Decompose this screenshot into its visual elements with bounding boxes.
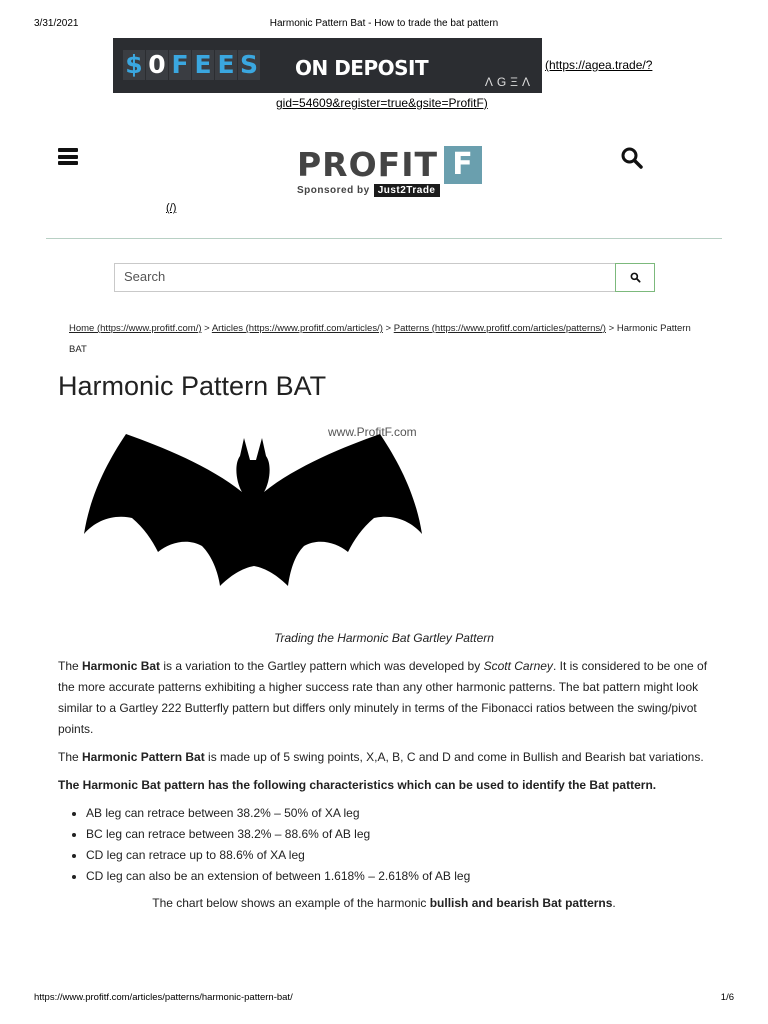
ad-fee-tile: $ (123, 50, 145, 80)
search-icon[interactable] (620, 146, 644, 170)
image-caption: Trading the Harmonic Bat Gartley Pattern (274, 631, 494, 645)
bat-silhouette (84, 434, 422, 586)
characteristics-list (86, 803, 710, 887)
ad-fee-tile: E (215, 50, 237, 80)
article-body (58, 656, 710, 921)
print-page-number: 1/6 (720, 992, 734, 1003)
sponsor-name: Just2Trade (374, 184, 440, 197)
logo-f-badge: F (444, 146, 482, 184)
logo-sponsor (297, 184, 482, 197)
ad-link[interactable]: (https://agea.trade/? (545, 58, 653, 72)
sponsored-by-label: Sponsored by (297, 185, 370, 196)
ad-link-continued[interactable]: gid=54609&register=true&gsite=ProfitF) (276, 96, 488, 110)
hamburger-menu-icon[interactable] (58, 148, 78, 165)
list-item: • BC leg can retrace between 38.2% – 88.6% of AB leg (86, 824, 710, 845)
paragraph-swing-points: The Harmonic Pattern Bat is made up of 5 swing points, X,A, B, C and D and come in Bullish and Bearish bat variations. (58, 750, 704, 764)
home-link[interactable]: (/) (166, 202, 177, 214)
print-title: Harmonic Pattern Bat - How to trade the bat pattern (269, 18, 499, 29)
ad-fee-tile: F (169, 50, 191, 80)
breadcrumb-articles[interactable]: Articles (https://www.profitf.com/articles/) (211, 323, 383, 334)
breadcrumb-home[interactable]: Home (https://www.profitf.com/) (69, 323, 202, 334)
ad-banner[interactable] (113, 38, 542, 93)
search-button[interactable] (615, 263, 655, 292)
page-title: Harmonic Pattern BAT (58, 371, 327, 401)
breadcrumb-separator: > (204, 323, 210, 334)
list-item: • AB leg can retrace between 38.2% – 50% of XA leg (86, 803, 710, 824)
breadcrumb-patterns[interactable]: Patterns (https://www.profitf.com/articles/patterns/) (393, 323, 606, 334)
breadcrumb-separator: > (385, 323, 392, 334)
paragraph-characteristics: The Harmonic Bat pattern has the following characteristics which can be used to identify the Bat pattern. (58, 778, 657, 792)
paragraph-intro: The Harmonic Bat is a variation to the Gartley pattern which was developed by Scott Carney. It is considered to be one of the more accurate patterns exhibiting a higher success rate than any other harmonic patterns. The bat pattern might look similar to a Gartley 222 Butterfly pattern but differs only minutely in terms of the Fibonacci ratios between the swing/pivot points. (58, 659, 708, 736)
paragraph-chart-intro: The chart below shows an example of the harmonic bullish and bearish Bat patterns. (152, 896, 616, 910)
breadcrumb-current: Harmonic Pattern BAT (69, 323, 691, 355)
ad-fees-tiles (123, 50, 260, 80)
ad-fee-tile: 0 (146, 50, 168, 80)
breadcrumb (69, 318, 709, 360)
bat-image (58, 416, 438, 626)
ad-brand-logo: ΛGΞΛ (484, 75, 534, 89)
list-item: • CD leg can retrace up to 88.6% of XA leg (86, 845, 710, 866)
site-logo[interactable] (297, 145, 482, 197)
search-icon (630, 272, 641, 283)
print-footer-url: https://www.profitf.com/articles/patterns/harmonic-pattern-bat/ (34, 992, 293, 1003)
print-date: 3/31/2021 (34, 18, 79, 29)
search-bar (114, 263, 655, 292)
breadcrumb-separator: > (608, 323, 615, 334)
ad-deposit-text: ON DEPOSIT (295, 56, 429, 80)
logo-word: PROFIT (297, 145, 438, 184)
header-divider (46, 238, 722, 239)
ad-fee-tile: S (239, 50, 258, 79)
image-watermark: www.ProfitF.com (328, 425, 417, 439)
list-item: • CD leg can also be an extension of between 1.618% – 2.618% of AB leg (86, 866, 710, 887)
search-input[interactable]: Search (124, 269, 166, 284)
ad-fee-tile: E (192, 50, 214, 80)
